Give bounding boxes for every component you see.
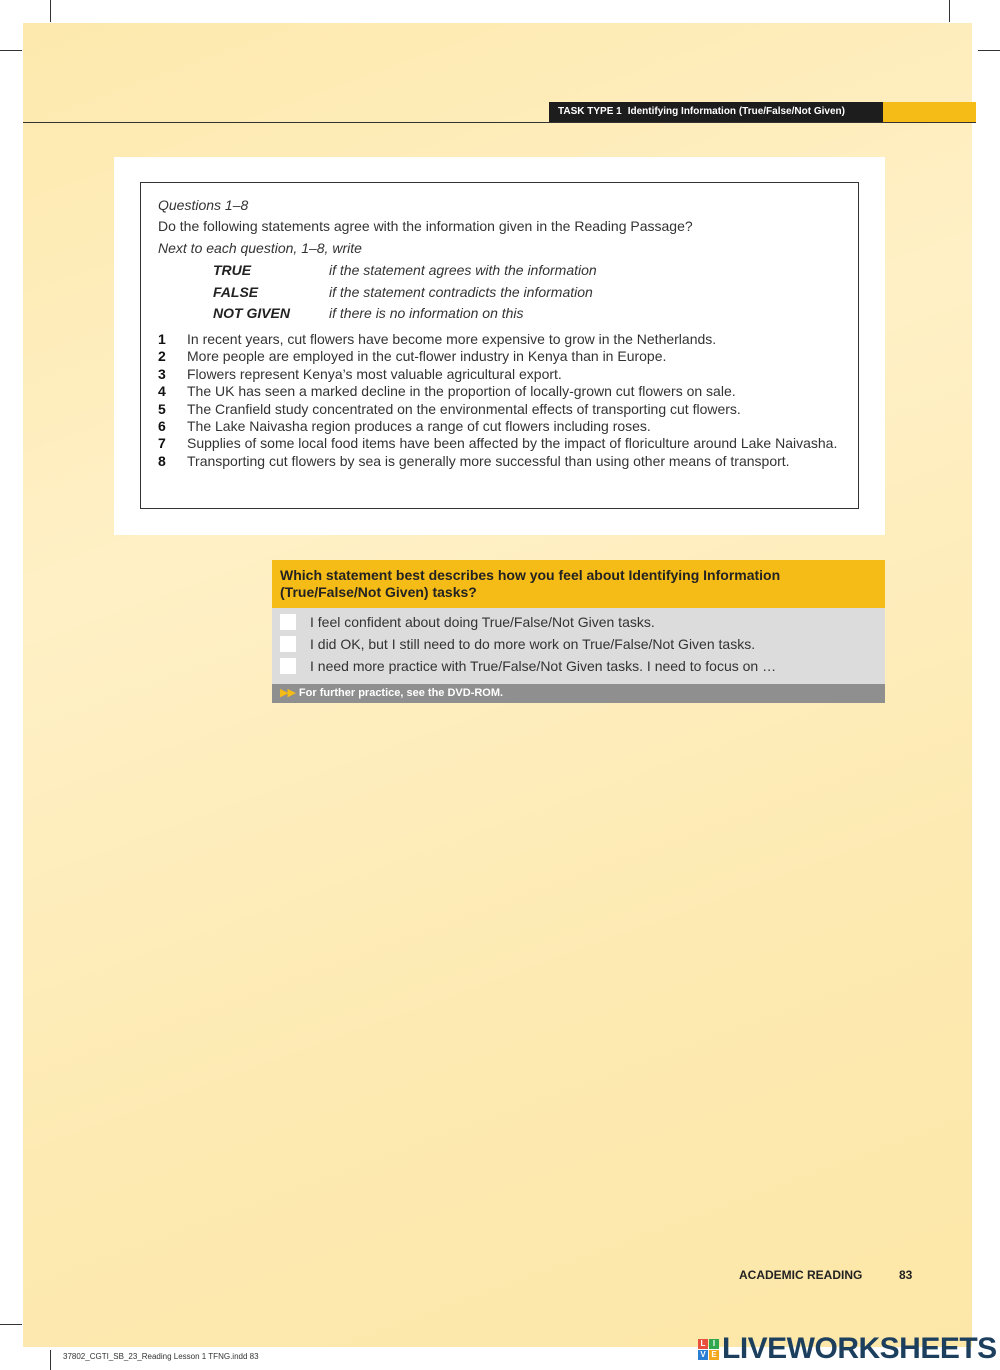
key-definition-not-given: if there is no information on this bbox=[329, 305, 524, 321]
option-checkbox[interactable] bbox=[280, 614, 296, 630]
question-number: 3 bbox=[158, 365, 166, 382]
question-number: 6 bbox=[158, 418, 166, 435]
question-item bbox=[158, 435, 848, 452]
question-number: 8 bbox=[158, 452, 166, 469]
feedback-option bbox=[280, 657, 776, 675]
question-item bbox=[158, 418, 848, 435]
question-item bbox=[158, 453, 848, 470]
question-item bbox=[158, 401, 848, 418]
logo-text: LIVEWORKSHEETS bbox=[722, 1332, 997, 1365]
question-item bbox=[158, 348, 848, 365]
key-term-not-given: NOT GIVEN bbox=[213, 305, 291, 321]
file-slug: 37802_CGTI_SB_23_Reading Lesson 1 TFNG.indd 83 bbox=[63, 1352, 259, 1361]
question-number: 7 bbox=[158, 435, 166, 452]
question-number: 5 bbox=[158, 400, 166, 417]
option-label: I need more practice with True/False/Not Given tasks. I need to focus on … bbox=[310, 658, 777, 674]
question-text: Transporting cut flowers by sea is generally more successful than using other means of transport. bbox=[187, 452, 790, 469]
section-name: ACADEMIC READING bbox=[739, 1268, 863, 1282]
crop-mark bbox=[50, 1350, 51, 1370]
header-accent-bar bbox=[883, 102, 976, 122]
question-text: The Cranfield study concentrated on the environmental effects of transporting cut flowers. bbox=[187, 400, 741, 417]
task-type-title: Identifying Information (True/False/Not Given) bbox=[627, 106, 845, 117]
liveworksheets-logo[interactable] bbox=[698, 1333, 997, 1365]
page-number: 83 bbox=[899, 1268, 913, 1282]
question-text: The Lake Naivasha region produces a range of cut flowers including roses. bbox=[187, 418, 651, 435]
further-practice-bar bbox=[272, 684, 885, 703]
key-term-true: TRUE bbox=[213, 262, 252, 278]
task-type-label: TASK TYPE 1 bbox=[558, 106, 622, 117]
logo-letter: I bbox=[709, 1339, 719, 1349]
option-checkbox[interactable] bbox=[280, 636, 296, 652]
question-text: The UK has seen a marked decline in the proportion of locally-grown cut flowers on sale. bbox=[187, 383, 736, 400]
key-definition-false: if the statement contradicts the information bbox=[329, 284, 593, 300]
further-practice-text: For further practice, see the DVD-ROM. bbox=[298, 687, 504, 699]
crop-mark bbox=[949, 0, 950, 22]
question-number: 2 bbox=[158, 348, 166, 365]
question-list bbox=[158, 331, 848, 470]
feedback-option bbox=[280, 635, 755, 653]
logo-letter: E bbox=[709, 1350, 719, 1360]
question-item bbox=[158, 331, 848, 348]
double-arrow-icon: ▶▶ bbox=[280, 687, 295, 699]
crop-mark bbox=[50, 0, 51, 22]
crop-mark bbox=[0, 50, 22, 51]
write-instruction: Next to each question, 1–8, write bbox=[158, 240, 362, 256]
key-term-false: FALSE bbox=[213, 284, 259, 300]
question-text: Supplies of some local food items have been affected by the impact of floriculture around Lake Naivasha. bbox=[187, 435, 838, 452]
question-number: 1 bbox=[158, 331, 166, 347]
option-checkbox[interactable] bbox=[280, 658, 296, 674]
questions-instruction: Do the following statements agree with the information given in the Reading Passage? bbox=[158, 218, 693, 234]
header-rule bbox=[23, 122, 976, 123]
option-label: I did OK, but I still need to do more work on True/False/Not Given tasks. bbox=[310, 636, 756, 652]
crop-mark bbox=[0, 1324, 22, 1325]
feedback-option bbox=[280, 613, 655, 631]
question-text: Flowers represent Kenya’s most valuable agricultural export. bbox=[187, 365, 562, 382]
question-item bbox=[158, 366, 848, 383]
question-item bbox=[158, 383, 848, 400]
question-text: In recent years, cut flowers have become more expensive to grow in the Netherlands. bbox=[187, 331, 717, 347]
key-definition-true: if the statement agrees with the information bbox=[329, 262, 597, 278]
question-text: More people are employed in the cut-flower industry in Kenya than in Europe. bbox=[187, 348, 667, 365]
option-label: I feel confident about doing True/False/Not Given tasks. bbox=[310, 614, 655, 630]
logo-icon bbox=[698, 1339, 719, 1360]
logo-letter: L bbox=[698, 1339, 708, 1349]
crop-mark bbox=[978, 50, 1000, 51]
question-number: 4 bbox=[158, 383, 166, 400]
logo-letter: V bbox=[698, 1350, 708, 1360]
task-type-tab bbox=[549, 102, 883, 122]
feedback-question: Which statement best describes how you feel about Identifying Information (True/False/Not Given) tasks? bbox=[272, 560, 885, 608]
questions-title: Questions 1–8 bbox=[158, 197, 249, 213]
